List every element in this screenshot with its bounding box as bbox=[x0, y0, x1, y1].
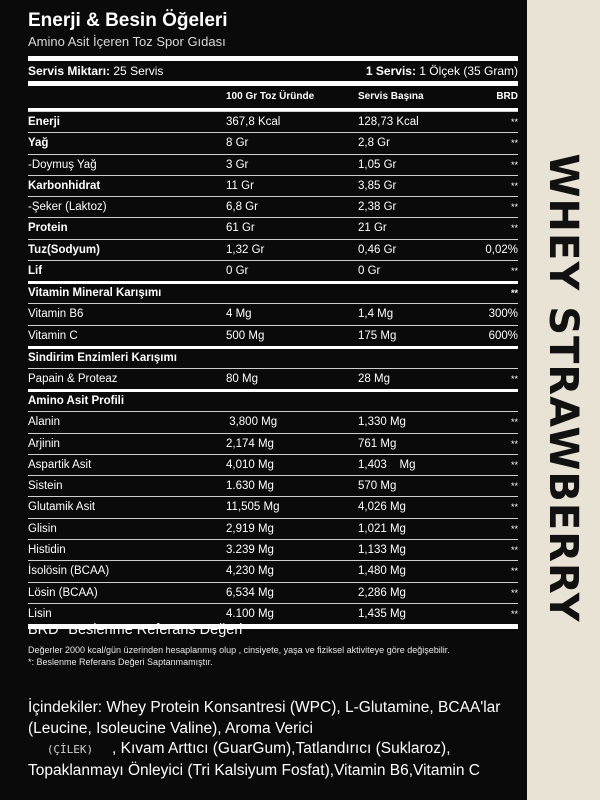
value-per-100: 3,800 Mg bbox=[226, 416, 278, 429]
ingredients: İçindekiler: Whey Protein Konsantresi (WPC), L-Glutamine, BCAA'lar (Leucine, Isoleucine Valine), Aroma Verici (ÇİLEK) , Kıvam Arttıcı (GuarGum),Tatlandırıcı (Suklaroz), Topaklanmayı Önleyici (Tri Kalsiyum Fosfat),Vitamin B6,Vitamin C bbox=[28, 699, 501, 779]
value-per-serving: 28 Mg bbox=[358, 372, 390, 385]
brd-value: 0,02% bbox=[485, 243, 518, 256]
table-row bbox=[28, 325, 518, 346]
value-per-serving: 1,480 Mg bbox=[358, 565, 406, 578]
value-per-100: 1,32 Gr bbox=[226, 243, 265, 256]
nutrient-name: Lif bbox=[28, 265, 43, 278]
value-per-100: 2,174 Mg bbox=[226, 437, 274, 450]
table-row bbox=[28, 454, 518, 475]
brd-value: ** bbox=[510, 180, 518, 191]
nutrient-name: Lisin bbox=[28, 607, 52, 620]
brd-value: ** bbox=[510, 566, 518, 577]
value-per-100: 4,230 Mg bbox=[226, 565, 274, 578]
value-per-100: 500 Mg bbox=[226, 329, 265, 342]
brd-value: ** bbox=[510, 159, 518, 170]
table-row bbox=[28, 239, 518, 260]
flavor-label: (ÇİLEK) bbox=[46, 743, 94, 756]
value-per-serving: 0,46 Gr bbox=[358, 243, 397, 256]
table-row bbox=[28, 217, 518, 238]
section-enzyme: Sindirim Enzimleri Karışımı bbox=[28, 346, 518, 368]
table-row bbox=[28, 411, 518, 432]
nutrient-name: Karbonhidrat bbox=[28, 179, 101, 192]
value-per-100: 1.630 Mg bbox=[226, 480, 274, 493]
nutrition-table bbox=[28, 8, 518, 629]
energy-rows bbox=[28, 111, 518, 281]
value-per-100: 11 Gr bbox=[226, 179, 254, 192]
value-per-serving: 21 Gr bbox=[358, 222, 387, 235]
value-per-serving: 1,435 Mg bbox=[358, 607, 406, 620]
enzyme-rows bbox=[28, 368, 518, 389]
nutrient-name: Aspartik Asit bbox=[28, 458, 92, 471]
section-amino: Amino Asit Profili bbox=[28, 389, 518, 411]
header-per-100: 100 Gr Toz Üründe bbox=[226, 91, 315, 102]
value-per-100: 3 Gr bbox=[226, 158, 249, 171]
value-per-serving: 0 Gr bbox=[358, 265, 381, 278]
brd-value: ** bbox=[510, 417, 518, 428]
table-row bbox=[28, 175, 518, 196]
brd-value: ** bbox=[510, 266, 518, 277]
value-per-serving: 175 Mg bbox=[358, 329, 397, 342]
nutrient-name: Alanin bbox=[28, 416, 60, 429]
product-name-vertical: WHEY STRAWBERRY bbox=[540, 153, 586, 623]
value-per-100: 6,8 Gr bbox=[226, 201, 258, 214]
value-per-100: 0 Gr bbox=[226, 265, 249, 278]
table-row bbox=[28, 132, 518, 153]
table-row bbox=[28, 260, 518, 281]
section-vitamin: Vitamin Mineral Karışımı ** bbox=[28, 281, 518, 303]
brd-value: ** bbox=[510, 459, 518, 470]
brd-value: ** bbox=[510, 502, 518, 513]
value-per-100: 80 Mg bbox=[226, 372, 258, 385]
brd-value: ** bbox=[510, 438, 518, 449]
nutrient-name: İsolösin (BCAA) bbox=[28, 565, 110, 578]
brd-value: ** bbox=[510, 481, 518, 492]
value-per-100: 11,505 Mg bbox=[226, 501, 280, 514]
brd-value: ** bbox=[510, 117, 518, 127]
vitamin-rows bbox=[28, 303, 518, 346]
value-per-serving: 570 Mg bbox=[358, 480, 397, 493]
table-row bbox=[28, 560, 518, 581]
brd-value: 300% bbox=[488, 308, 518, 321]
table-row bbox=[28, 196, 518, 217]
brd-value: ** bbox=[510, 223, 518, 234]
table-row bbox=[28, 539, 518, 560]
nutrient-name: Vitamin C bbox=[28, 329, 78, 342]
nutrient-name: Vitamin B6 bbox=[28, 308, 84, 321]
table-header bbox=[28, 86, 518, 108]
brd-value: ** bbox=[510, 587, 518, 598]
value-per-serving: 128,73 Kcal bbox=[358, 116, 419, 128]
brd-value: ** bbox=[510, 523, 518, 534]
value-per-100: 6,534 Mg bbox=[226, 586, 274, 599]
serving-size: Servis Miktarı: 25 Servis bbox=[28, 64, 164, 78]
value-per-100: 2,919 Mg bbox=[226, 522, 274, 535]
header-per-serving: Servis Başına bbox=[358, 91, 424, 102]
table-row bbox=[28, 368, 518, 389]
nutrient-name: Sistein bbox=[28, 480, 63, 493]
value-per-serving: 1,05 Gr bbox=[358, 158, 397, 171]
nutrient-name: Tuz(Sodyum) bbox=[28, 243, 100, 256]
nutrient-name: Glisin bbox=[28, 522, 57, 535]
brd-title: BRD* Beslenme Referans Değeri bbox=[28, 622, 243, 638]
header-name bbox=[28, 86, 226, 108]
serving-info bbox=[28, 61, 518, 81]
value-per-serving: 1,4 Mg bbox=[358, 308, 394, 321]
amino-rows bbox=[28, 411, 518, 624]
value-per-100: 3.239 Mg bbox=[226, 544, 274, 557]
table-row bbox=[28, 303, 518, 324]
page-title: Enerji & Besin Öğeleri bbox=[28, 10, 228, 31]
nutrient-name: Histidin bbox=[28, 544, 66, 557]
brd-value: ** bbox=[510, 138, 518, 149]
nutrient-name: Yağ bbox=[28, 137, 49, 150]
nutrient-name: -Şeker (Laktoz) bbox=[28, 201, 107, 214]
value-per-serving: 1,021 Mg bbox=[358, 522, 406, 535]
value-per-serving: 1,330 Mg bbox=[358, 416, 406, 429]
value-per-serving: 2,8 Gr bbox=[358, 137, 390, 150]
brd-value: ** bbox=[510, 202, 518, 213]
nutrient-name: Enerji bbox=[28, 116, 60, 128]
value-per-serving: 761 Mg bbox=[358, 437, 397, 450]
nutrient-name: Arjinin bbox=[28, 437, 60, 450]
brd-value: 600% bbox=[488, 329, 518, 342]
table-row bbox=[28, 496, 518, 517]
brd-note: Değerler 2000 kcal/gün üzerinden hesaplanmış olup , cinsiyete, yaşa ve fiziksel aktiviteye göre değişebilir. *: Beslenme Referans Değeri Saptanmamıştır. bbox=[28, 645, 450, 667]
nutrient-name: Lösin (BCAA) bbox=[28, 586, 98, 599]
serving-per: 1 Servis: 1 Ölçek (35 Gram) bbox=[365, 64, 518, 78]
table-row bbox=[28, 433, 518, 454]
brd-value: ** bbox=[510, 373, 518, 384]
table-row bbox=[28, 111, 518, 132]
value-per-serving: 2,38 Gr bbox=[358, 201, 397, 214]
nutrient-name: -Doymuş Yağ bbox=[28, 158, 97, 171]
page-subtitle: Amino Asit İçeren Toz Spor Gıdası bbox=[28, 34, 226, 49]
brd-value: ** bbox=[510, 608, 518, 619]
value-per-100: 61 Gr bbox=[226, 222, 255, 235]
header-brd: BRD bbox=[496, 91, 518, 102]
nutrient-name: Protein bbox=[28, 222, 68, 235]
value-per-serving: 2,286 Mg bbox=[358, 586, 406, 599]
table-row bbox=[28, 518, 518, 539]
value-per-100: 4 Mg bbox=[226, 308, 252, 321]
value-per-100: 4,010 Mg bbox=[226, 458, 274, 471]
value-per-serving: 1,403 Mg bbox=[358, 458, 416, 471]
value-per-100: 4.100 Mg bbox=[226, 607, 274, 620]
table-row bbox=[28, 475, 518, 496]
value-per-serving: 3,85 Gr bbox=[358, 179, 397, 192]
value-per-serving: 1,133 Mg bbox=[358, 544, 406, 557]
value-per-100: 8 Gr bbox=[226, 137, 249, 150]
nutrient-name: Glutamik Asit bbox=[28, 501, 96, 514]
table-row bbox=[28, 154, 518, 175]
nutrient-name: Papain & Proteaz bbox=[28, 372, 118, 385]
brd-value: ** bbox=[510, 545, 518, 556]
value-per-100: 367,8 Kcal bbox=[226, 116, 281, 128]
table-row bbox=[28, 582, 518, 603]
value-per-serving: 4,026 Mg bbox=[358, 501, 406, 514]
